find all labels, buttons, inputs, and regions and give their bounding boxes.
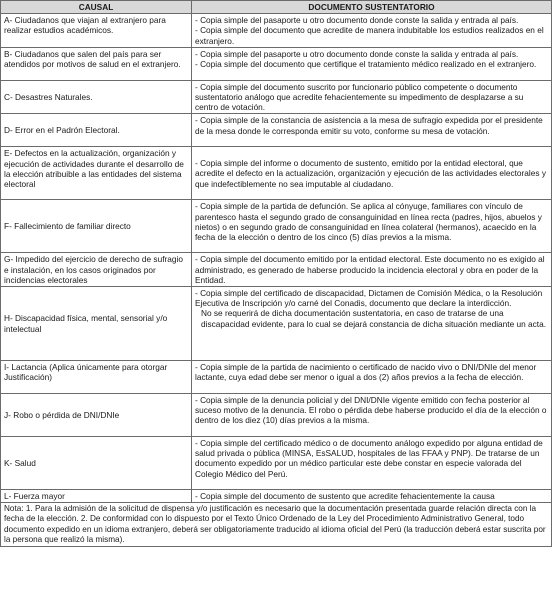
note-row xyxy=(1,503,552,547)
table-row xyxy=(1,361,552,394)
table-row xyxy=(1,394,552,437)
table-row xyxy=(1,287,552,361)
documento-line: - Copia simple del documento suscrito por funcionario público competente o documento sustentatorio análogo que acredite fehacientemente su impedimento de desplazarse a su centro de votación. xyxy=(195,81,524,113)
causal-cell: B- Ciudadanos que salen del país para ser atendidos por motivos de salud en el extranjero. xyxy=(1,47,192,80)
causal-cell: H- Discapacidad física, mental, sensorial y/o intelectual xyxy=(1,287,192,361)
documento-line: - Copia simple de la denuncia policial y del DNI/DNIe vigente emitido con fecha posterior al suceso motivo de la denuncia. El robo o pérdida debe haberse producido el día de la elección o dentro de los diez (10) días previos a la misma. xyxy=(195,395,547,426)
documento-cell xyxy=(192,490,552,503)
causal-cell: F- Fallecimiento de familiar directo xyxy=(1,200,192,253)
table-row xyxy=(1,253,552,287)
table-row xyxy=(1,200,552,253)
table-row xyxy=(1,490,552,503)
header-documento: DOCUMENTO SUSTENTATORIO xyxy=(192,1,552,14)
documento-line: - Copia simple del documento que certifique el tratamiento médico realizado en el extranjero. xyxy=(195,59,537,70)
causal-cell: A- Ciudadanos que viajan al extranjero para realizar estudios académicos. xyxy=(1,14,192,48)
causal-cell: I- Lactancia (Aplica únicamente para otorgar Justificación) xyxy=(1,361,192,394)
documento-cell xyxy=(192,47,552,80)
table-row xyxy=(1,14,552,48)
causal-cell: K- Salud xyxy=(1,437,192,490)
documento-cell xyxy=(192,200,552,253)
documento-cell xyxy=(192,361,552,394)
documento-line: - Copia simple del documento emitido por la entidad electoral. Este documento no es exigido al administrado, es generado de haberse producido la incidencia electoral y obra en poder de la Entidad. xyxy=(195,254,545,285)
note-text: Nota: 1. Para la admisión de la solicitud de dispensa y/o justificación es necesario que la documentación presentada guarde relación directa con la fecha de la elección. 2. De conformidad con lo dispuesto por el Texto Único Ordenado de la Ley del Procedimiento Administrativo General, todo documento expedido en un idioma extranjero, deberá ser obligatoriamente traducido al idioma oficial del Perú (la traducción deberá estar suscrita por la persona que realizó la misma). xyxy=(1,503,552,547)
documento-cell xyxy=(192,80,552,114)
table-row xyxy=(1,147,552,200)
table-row xyxy=(1,114,552,147)
documento-cell xyxy=(192,147,552,200)
documento-cell xyxy=(192,437,552,490)
documento-line: - Copia simple del informe o documento de sustento, emitido por la entidad electoral, que acredite el defecto en la actualización, organización y ejecución de las actividades electorales y que indefectiblemente no sea imputable al ciudadano. xyxy=(195,158,546,189)
table-header-row xyxy=(1,1,552,14)
causal-cell: J- Robo o pérdida de DNI/DNIe xyxy=(1,394,192,437)
causal-cell: G- Impedido del ejercicio de derecho de sufragio e instalación, en los casos originados por incidencias electorales xyxy=(1,253,192,287)
documento-line: - Copia simple del pasaporte u otro documento donde conste la salida y entrada al país. xyxy=(195,15,519,26)
documento-line: - Copia simple de la partida de defunción. Se aplica al cónyuge, familiares con vínculo de parentesco hasta el segundo grado de consanguinidad en línea recta (padres, hijos, abuelos y nietos) o en segundo grado de consanguinidad en línea colateral (hermanos), acaecido en la fecha de la elección o dentro de los cinco (5) días previos a la misma. xyxy=(195,201,542,243)
documento-line: - Copia simple del certificado médico o de documento análogo expedido por alguna entidad de salud privada o pública (MINSA, EsSALUD, hospitales de las FFAA y PNP). De tratarse de un documento expedido por un médico particular este debe constar en especie valorada del Colegio Médico del Perú. xyxy=(195,438,543,479)
documento-cell xyxy=(192,114,552,147)
documento-line: - Copia simple de la constancia de asistencia a la mesa de sufragio expedida por el presidente de la mesa donde le corresponda emitir su voto, conforme su mesa de votación. xyxy=(195,115,543,136)
documento-line: - Copia simple del pasaporte u otro documento donde conste la salida y entrada al país. xyxy=(195,48,519,59)
documento-line: - Copia simple del documento de sustento que acredite fehacientemente la causa xyxy=(195,491,495,502)
documento-cell xyxy=(192,253,552,287)
causal-cell: L- Fuerza mayor xyxy=(1,490,192,503)
documento-cell xyxy=(192,394,552,437)
documento-line: - Copia simple del certificado de discapacidad, Dictamen de Comisión Médica, o la Resolución Ejecutiva de Inscripción y/o carné del Conadis, documento que declare la interdicción. xyxy=(195,288,543,309)
documento-line: - Copia simple de la partida de nacimiento o certificado de nacido vivo o DNI/DNIe del menor lactante, cuya edad debe ser menor o igual a dos (2) años previos a la fecha de elección. xyxy=(195,362,537,383)
table-row xyxy=(1,80,552,114)
documento-cell xyxy=(192,287,552,361)
table-row xyxy=(1,437,552,490)
causal-cell: C- Desastres Naturales. xyxy=(1,80,192,114)
causal-cell: D- Error en el Padrón Electoral. xyxy=(1,114,192,147)
documento-line: No se requerirá de dicha documentación sustentatoria, en caso de tratarse de una discapacidad evidente, para lo cual se dejará constancia de dicha situación mediante un acta. xyxy=(201,308,547,329)
documento-cell xyxy=(192,14,552,48)
causal-cell: E- Defectos en la actualización, organización y ejecución de actividades durante el desarrollo de la elección atribuible a las entidades del sistema electoral xyxy=(1,147,192,200)
documento-line: - Copia simple del documento que acredite de manera indubitable los estudios realizados en el extranjero. xyxy=(195,25,544,46)
header-causal: CAUSAL xyxy=(1,1,192,14)
table-row xyxy=(1,47,552,80)
